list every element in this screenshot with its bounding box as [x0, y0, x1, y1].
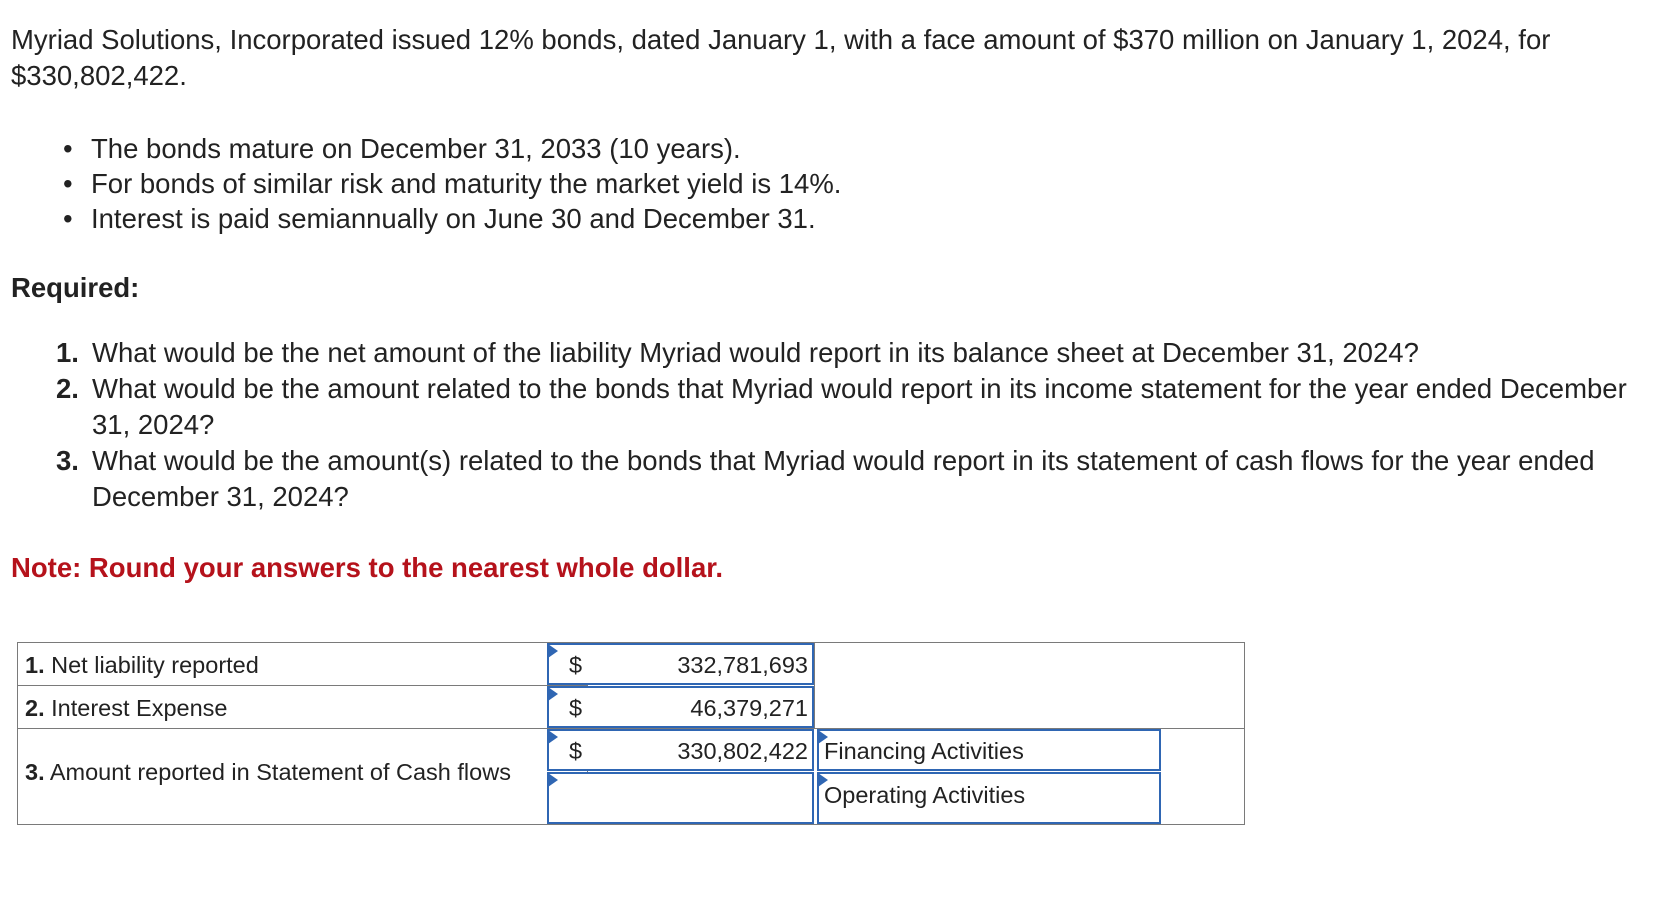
fact-item: • For bonds of similar risk and maturity the market yield is 14%.	[11, 166, 841, 201]
rounding-note: Note: Round your answers to the nearest whole dollar.	[11, 552, 724, 583]
intro-paragraph: Myriad Solutions, Incorporated issued 12% bonds, dated January 1, with a face amount of $370 million on January 1, 2024, for $330,802,422.	[11, 24, 1551, 91]
select-flag-icon	[818, 730, 828, 744]
net-liability-input[interactable]	[547, 643, 814, 685]
row-label-number: 1.	[25, 652, 45, 678]
question-text: What would be the amount(s) related to the bonds that Myriad would report in its statement of cash flows for the year ended December 31, 2024?	[92, 445, 1595, 512]
activity-select-financing[interactable]	[817, 729, 1161, 771]
question-item	[11, 371, 1661, 443]
activity-select-value: Financing Activities	[824, 738, 1024, 764]
row-label-text: Interest Expense	[51, 695, 228, 721]
question-number: 1.	[56, 337, 79, 368]
input-flag-icon	[548, 730, 558, 744]
row-label-interest-expense	[18, 686, 588, 729]
question-text: What would be the net amount of the liability Myriad would report in its balance sheet at December 31, 2024?	[92, 337, 1419, 368]
cash-flow-amount-input-2[interactable]	[547, 772, 814, 824]
question-number: 3.	[56, 445, 79, 476]
input-flag-icon	[548, 773, 558, 787]
input-flag-icon	[548, 644, 558, 658]
row-label-number: 2.	[25, 695, 45, 721]
row-label-number: 3.	[25, 759, 45, 785]
select-flag-icon	[818, 773, 828, 787]
currency-symbol: $	[569, 738, 583, 764]
required-heading: Required:	[11, 272, 140, 303]
facts-list	[11, 131, 841, 236]
question-item	[11, 335, 1661, 371]
question-number: 2.	[56, 373, 79, 404]
fact-item: • The bonds mature on December 31, 2033 (10 years).	[11, 131, 841, 166]
currency-symbol: $	[569, 652, 583, 678]
interest-expense-value: 46,379,271	[690, 695, 808, 721]
fact-item: • Interest is paid semiannually on June 30 and December 31.	[11, 201, 841, 236]
net-liability-value: 332,781,693	[677, 652, 808, 678]
activity-select-value: Operating Activities	[824, 782, 1026, 808]
question-item	[11, 443, 1661, 515]
interest-expense-input[interactable]	[547, 686, 814, 728]
activity-select-operating[interactable]	[817, 772, 1161, 824]
row-label-net-liability	[18, 643, 588, 686]
answer-table	[17, 642, 1245, 825]
row-label-cash-flows	[18, 729, 588, 824]
question-text: What would be the amount related to the bonds that Myriad would report in its income statement for the year ended December 31, 2024?	[92, 373, 1627, 440]
input-flag-icon	[548, 687, 558, 701]
column-divider	[814, 643, 815, 728]
row-label-text: Amount reported in Statement of Cash flows	[49, 759, 511, 785]
cash-flow-amount-value: 330,802,422	[677, 738, 808, 764]
questions-list	[11, 335, 1661, 515]
currency-symbol: $	[569, 695, 583, 721]
row-label-text: Net liability reported	[51, 652, 259, 678]
cash-flow-amount-input[interactable]	[547, 729, 814, 771]
